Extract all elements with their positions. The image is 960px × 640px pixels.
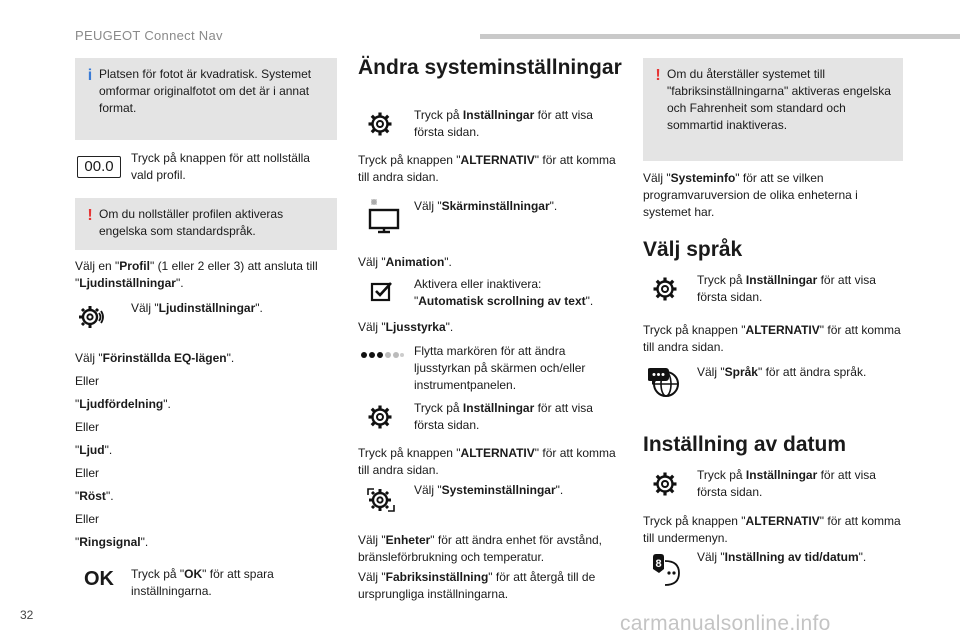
reset-text: Tryck på knappen för att nollställa vald profil. — [131, 151, 310, 182]
system-settings-icon[interactable] — [366, 486, 396, 514]
settings-gear-icon[interactable] — [652, 276, 678, 302]
page-number: 32 — [20, 608, 34, 622]
info-note-text: Platsen för fotot är kvadratisk. Systemet omformar originalfotot om det är i annat format. — [99, 67, 312, 115]
sound-settings-icon[interactable] — [78, 304, 104, 330]
watermark: carmanualsonline.info — [620, 612, 831, 635]
screen-settings-icon[interactable] — [362, 198, 400, 234]
warning-icon: ! — [87, 207, 93, 224]
units-text: Välj "Enheter" för att ändra enhet för avstånd, bränsleförbrukning och temperatur. — [358, 533, 602, 564]
warning-icon: ! — [655, 67, 661, 84]
slider-text: Flytta markören för att ändra ljusstyrkan på skärmen och/eller instrumentpanelen. — [414, 344, 586, 392]
profile-text: Välj en "Profil" (1 eller 2 eller 3) att ansluta till "Ljudinställningar". — [75, 259, 318, 290]
settings-text: Tryck på Inställningar för att visa första sidan. — [697, 273, 876, 304]
alternativ-text: Tryck på knappen "ALTERNATIV" för att komma till andra sidan. — [358, 153, 616, 184]
info-icon: i — [87, 67, 93, 84]
distribution-text: "Ljudfördelning". — [75, 397, 171, 411]
badge-number: 8 — [655, 558, 662, 570]
settings-gear-icon[interactable] — [367, 111, 393, 137]
animation-text: Välj "Animation". — [358, 255, 452, 269]
warning-note-text: Om du nollställer profilen aktiveras engelska som standardspråk. — [99, 207, 284, 238]
select-sound-text: Välj "Ljudinställningar". — [131, 301, 263, 315]
reset-button[interactable]: 00.0 — [77, 156, 121, 178]
ok-button[interactable]: OK — [84, 568, 114, 590]
or-text: Eller — [75, 512, 100, 526]
or-text: Eller — [75, 420, 100, 434]
factory-reset-text: Välj "Fabriksinställning" för att återgå till de ursprungliga inställningarna. — [358, 570, 596, 601]
ringtone-text: "Ringsignal". — [75, 535, 149, 549]
ok-text: Tryck på "OK" för att spara inställningarna. — [131, 567, 274, 598]
warning-note-reset — [75, 198, 337, 250]
settings-gear-icon[interactable] — [652, 471, 678, 497]
sound-text: "Ljud". — [75, 443, 113, 457]
language-text: Välj "Språk" för att ändra språk. — [697, 365, 867, 379]
number-badge-icon[interactable] — [645, 551, 683, 587]
eq-text: Välj "Förinställda EQ-lägen". — [75, 351, 235, 365]
settings-text: Tryck på Inställningar för att visa första sidan. — [414, 108, 593, 139]
or-text: Eller — [75, 374, 100, 388]
warning-note-text: Om du återställer systemet till "fabriksinställningarna" aktiveras engelska och Fahrenheit som standard och sommartid inaktiveras. — [667, 67, 891, 132]
settings-text: Tryck på Inställningar för att visa första sidan. — [414, 401, 593, 432]
settings-gear-icon[interactable] — [367, 404, 393, 430]
warning-note-factory — [643, 58, 903, 161]
auto-scroll-text: Aktivera eller inaktivera: "Automatisk scrollning av text". — [414, 277, 594, 308]
info-note-photo — [75, 58, 337, 140]
brightness-text: Välj "Ljusstyrka". — [358, 320, 454, 334]
section-heading-language: Välj språk — [643, 238, 743, 261]
or-text: Eller — [75, 466, 100, 480]
screen-settings-text: Välj "Skärminställningar". — [414, 199, 558, 213]
header-title: PEUGEOT Connect Nav — [75, 28, 223, 43]
date-time-text: Välj "Inställning av tid/datum". — [697, 550, 867, 564]
brightness-slider-icon[interactable] — [360, 350, 404, 360]
voice-text: "Röst". — [75, 489, 114, 503]
section-heading-system: Ändra systeminställningar — [358, 56, 622, 79]
checkbox-icon[interactable] — [370, 280, 394, 302]
header-rule — [480, 34, 960, 39]
alternativ-text: Tryck på knappen "ALTERNATIV" för att komma till andra sidan. — [643, 323, 901, 354]
system-settings-text: Välj "Systeminställningar". — [414, 483, 564, 497]
settings-text: Tryck på Inställningar för att visa första sidan. — [697, 468, 876, 499]
section-heading-date: Inställning av datum — [643, 433, 847, 456]
language-icon[interactable] — [648, 364, 682, 398]
alternativ-text: Tryck på knappen "ALTERNATIV" för att komma till andra sidan. — [358, 446, 616, 477]
alternativ-text: Tryck på knappen "ALTERNATIV" för att komma till undermenyn. — [643, 514, 901, 545]
system-info-text: Välj "Systeminfo" för att se vilken programvaruversion de olika enheterna i systemet har. — [643, 171, 858, 219]
